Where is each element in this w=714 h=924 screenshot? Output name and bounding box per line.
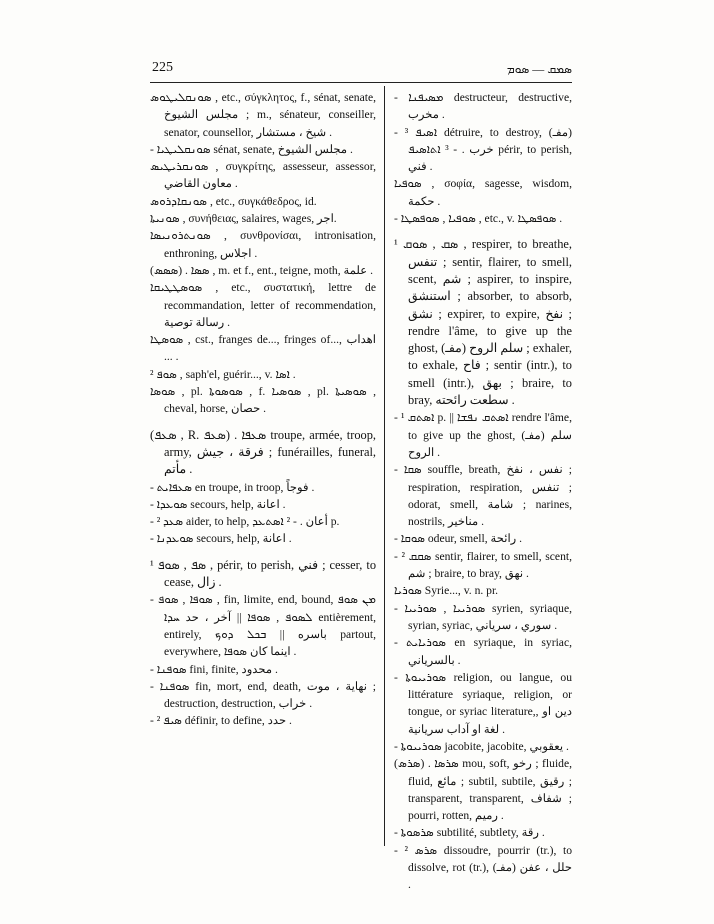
entry: (ܣܣܣ) . ܣܣܐ , m. et f., ent., teigne, moth, علمة . <box>150 263 373 277</box>
entry: - ܣܪܣܘܬܐ subtilité, subtlety, رقة . <box>394 826 545 840</box>
left-column <box>150 89 376 730</box>
entry: ܣܘܣܐ , pl. ܣܘܣܘܬܐ , f. ܣܘܣܝܐ , pl. ܣܘܣܝܬܐ , cheval, horse, حصان . <box>150 385 377 416</box>
entry: - ² ܣܩܩ sentir, flairer, to smell, scent, شم ; braire, to bray, نهق . <box>394 549 572 581</box>
entry: - ܣܘܪܝܝܐ , ܣܘܪܝܝܐ syrien, syriaque, syrian, syriac, سوري ، سرياني . <box>394 601 573 632</box>
entry: (ܣܥܦ , R. ܣܥܦ) . ܣܥܦܐ troupe, armée, troop, army, فرقة ، جيش ; funérailles, funeral, مأتم . <box>150 427 377 477</box>
entry: ܣܘܢܩܐܕܪܘܣ , etc., συγκάθεδρος, id. <box>150 194 317 208</box>
entry: - ¹ ܐܣܬܩ p. || ܐܣܬܩ ܢܦܫܐ rendre l'âme, to give up the ghost, (مفـ) سلم الروح . <box>394 411 572 459</box>
page-number: 225 <box>152 60 173 75</box>
entry: - ܣܘܥܕܐ secours, help, اعانة . <box>150 497 286 511</box>
entry: - ܣܘܩܐ odeur, smell, رائحة . <box>394 532 523 546</box>
entry: - ܣܘܢܩܠܝܛܝܐ sénat, senate, مجلس الشيوخ . <box>150 142 353 156</box>
entry: - ܣܘܥܕܢܐ secours, help, اعانة . <box>150 532 292 546</box>
entry: ܣܘܢܩܠܝܛܘܣ , etc., σύγκλητος, f., sénat, senate, مجلس الشيوخ ; m., sénateur, conseiller, senator, counsellor, شيخ ، مستشار . <box>150 91 376 139</box>
entry: - ܡܣܝܦܢܐ destructeur, destructive, مخرب . <box>394 91 572 122</box>
entry: ¹ ܣܩ , ܣܘܩ , respirer, to breathe, تنفس ; sentir, flairer, to smell, scent, شم ; aspirer, to inspire, استنشق ; absorber, to absorb, نشق ; expirer, to expire, نفخ ; rendre l'âme, to give up the ghost, (مفـ) سلم الروح ; exhaler, to exhale, فاح ; sentir (intr.), to smell (intr.), بهق ; braire, to bray, سطعت رائحته . <box>394 237 573 408</box>
entry: ܣܘܣܛܛܝܩܐ , etc., συστατική, lettre de recommandation, letter of recommendation, رسالة توصية . <box>150 281 376 329</box>
entry: ² ܣܘܦ , saph'el, guérir..., v. ܐܣܐ . <box>150 367 296 381</box>
entry: - ܣܥܦܐܝܬ en troupe, in troop, فوجاً . <box>150 480 315 494</box>
entry: (ܣܪܣ) . ܣܪܣܐ mou, soft, رخو ; fluide, fluid, مائع ; subtil, subtile, رقيق ; transparent, transparent, شفاف ; pourri, rotten, رميم . <box>394 757 573 823</box>
header-rule <box>150 82 572 83</box>
running-head: ܣܡܩ — ܣܘܡ <box>506 62 572 76</box>
entry: ܣܘܢܬܪܘܢܝܣܐ , συνθρονίσαι, intronisation, enthroning, اجلاس . <box>150 229 376 260</box>
entry: - ² ܣܪܣ dissoudre, pourrir (tr.), to dissolve, rot (tr.), (مفـ) حلل ، عفن . <box>394 843 572 892</box>
column-divider <box>384 86 385 846</box>
entry: - ܣܘܦܢܐ fin, mort, end, death, نهاية ، موت ; destruction, destruction, خراب . <box>150 679 376 711</box>
entry: ܣܘܣܛܐ , cst., franges de..., fringes of..., اهداب ... . <box>150 333 376 364</box>
entry: - ܣܘܪܝܝܘܬܐ jacobite, jacobite, يعقوبي . <box>394 739 569 753</box>
entry: - ܣܘܦܐ , ܣܘܦ , fin, limite, end, bound, ܡܢ ܣܘܦ ܠܣܘܦ , ܣܘܦܐ || آخر ، حد ܚܕܐ entièrement, entirely, باسره || ܒܟܠ ܕܘܟ partout, everywhere, اينما كان ܣܘܦܐ . <box>150 593 377 659</box>
entry: ܣܘܢܩܪܝܛܝܣ , συγκρίτης, assesseur, assessor, معاون القاضي . <box>150 160 376 191</box>
entry: ܣܘܪܝܐ Syrie..., v. n. pr. <box>394 584 499 598</box>
entry: - ܣܘܪܝܐܝܬ en syriaque, in syriac, بالسرياني . <box>394 636 572 667</box>
entry: - ܣܩܐ souffle, breath, نفس ، نفخ ; respiration, respiration, تنفس ; odorat, smell, شامة ; narines, nostrils, مناخير . <box>394 463 572 529</box>
entry: - ³ ܐܣܝܦ détruire, to destroy, (مفـ) خرب . - ³ ܐܬܐܣܝܦ périr, to perish, فني . <box>394 125 572 174</box>
entry: - ܣܘܦܝܐ , ܣܘܦܣܛܐ , etc., v. ܣܘܦܣܛܐ . <box>394 212 563 226</box>
entry: ¹ ܣܦ , ܣܘܦ , périr, to perish, فني ; cesser, to cease, زال . <box>150 557 377 590</box>
page-header <box>152 60 572 82</box>
entry: ܣܘܢܝܬܐ , συνήθειας, salaires, wages, اجر. <box>150 212 337 226</box>
entry: ܣܘܦܝܐ , σοφία, sagesse, wisdom, حكمة . <box>394 177 572 208</box>
right-column <box>394 89 572 894</box>
entry: - ܣܘܦܢܐ fini, finite, محدود . <box>150 662 278 676</box>
entry: - ² ܣܝܦ définir, to define, حدد . <box>150 714 292 728</box>
entry: - ܣܘܪܝܝܘܬܐ religion, ou langue, ou littérature syriaque, religion, or tongue, or syriac literature,, دين او لغة او آداب سريانية . <box>394 670 573 736</box>
entry: - ² ܣܥܕ aider, to help, أعان . - ² ܐܣܬܥܕ p. <box>150 515 340 529</box>
